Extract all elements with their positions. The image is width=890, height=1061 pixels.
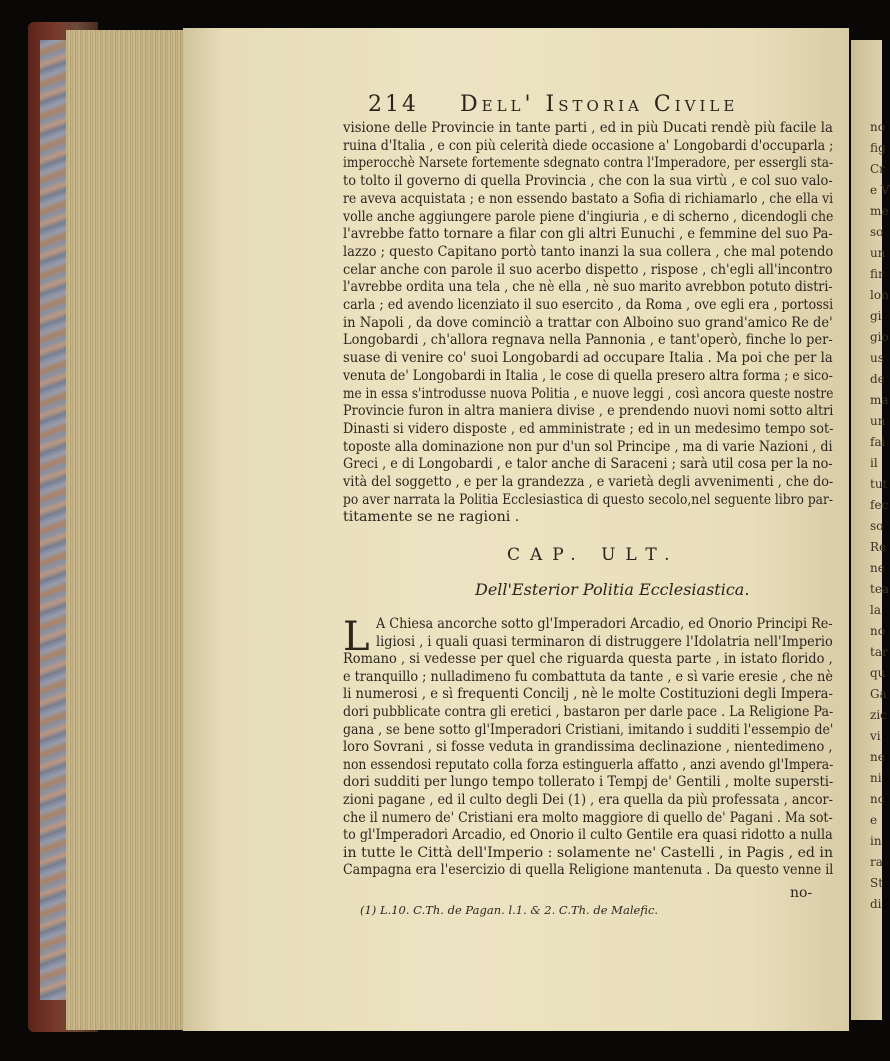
- text-line: Longobardi , ch'allora regnava nella Pannonia , e tant'operò, finche lo per-: [343, 332, 833, 349]
- next-page-fragment: tut: [870, 477, 888, 491]
- next-page-fragment: de: [870, 372, 885, 386]
- text-line: Romano , si vedesse per quel che riguarda questa parte , in istato florido ,: [343, 651, 833, 668]
- next-page-fragment: gi: [870, 309, 882, 323]
- text-line: dori pubblicate contra gli eretici , bastaron per darle pace . La Religione Pa-: [343, 704, 834, 720]
- next-page-fragment: ra: [870, 855, 883, 869]
- next-page-fragment: un: [870, 414, 886, 428]
- next-page-fragment: e V: [870, 183, 890, 197]
- next-page-fragment: no: [870, 624, 885, 638]
- next-page-fragment: e: [870, 813, 878, 827]
- text-line: Greci , e di Longobardi , e talor anche di Saraceni ; sarà util cosa per la no-: [343, 456, 833, 473]
- next-page-fragment: so: [870, 519, 884, 533]
- text-line: venuta de' Longobardi in Italia , le cose di quella presero altra forma ; e sico-: [343, 367, 833, 384]
- next-page-fragment: gio: [870, 330, 889, 344]
- page-edges: [66, 30, 184, 1030]
- text-line: in tutte le Città dell'Imperio : solamente ne' Castelli , in Pagis , ed in: [343, 844, 834, 861]
- text-line: li numerosi , e sì frequenti Concilj , nè le molte Costituzioni degli Impera-: [343, 686, 833, 703]
- text-line: celar anche con parole il suo acerbo dispetto , rispose , ch'egli all'incontro: [343, 261, 833, 278]
- text-line: dori sudditi per lungo tempo tollerato i Tempj de' Gentili , molte supersti-: [343, 774, 834, 791]
- next-page-fragment: ni: [870, 771, 882, 785]
- chapter-subtitle: Dell'Esterior Politia Ecclesiastica.: [475, 580, 750, 599]
- drop-cap: L: [343, 614, 370, 660]
- text-line: loro Sovrani , si fosse veduta in grandissima declinazione , nientedimeno ,: [343, 739, 833, 756]
- next-page-fragment: zic: [870, 708, 887, 722]
- text-line: Provincie furon in altra maniera divise , e prendendo nuovi nomi sotto altri: [343, 403, 834, 420]
- text-line: po aver narrata la Politia Ecclesiastica di questo secolo,nel seguente libro par-: [343, 491, 834, 508]
- text-line: to tolto il governo di quella Provincia , che con la sua virtù , e col suo valo-: [343, 173, 833, 190]
- text-line: l'avrebbe fatto tornare a filar con gli altri Eunuchi , e femmine del suo Pa-: [343, 226, 833, 243]
- next-page-fragment: fec: [870, 498, 889, 512]
- text-line: Dinasti si videro disposte , ed amministrate ; ed in un medesimo tempo sot-: [343, 420, 834, 437]
- text-line: re aveva acquistata ; e non essendo bastato a Sofia di richiamarlo , che ella vi: [343, 190, 834, 207]
- next-page-fragment: nc: [870, 792, 885, 806]
- text-line: titamente se ne ragioni .: [343, 509, 520, 526]
- catchword: no-: [790, 885, 813, 901]
- text-line: A Chiesa ancorche sotto gl'Imperadori Arcadio, ed Onorio Principi Re-: [376, 616, 833, 632]
- text-line: vità del soggetto , e per la grandezza , e varietà degli avvenimenti , che do-: [343, 474, 834, 490]
- next-page-fragment: il: [870, 456, 878, 470]
- text-line: me in essa s'introdusse nuova Politia , e nuove leggi , così ancora queste nostre: [343, 385, 834, 402]
- text-line: gana , se bene sotto gl'Imperadori Cristiani, imitando i sudditi l'essempio de': [343, 721, 834, 738]
- page-number: 214: [368, 92, 419, 117]
- next-page-fragment: la: [870, 603, 881, 617]
- next-page-fragment: ma: [870, 393, 889, 407]
- next-page-fragment: tea: [870, 582, 890, 596]
- footnote: (1) L.10. C.Th. de Pagan. l.1. & 2. C.Th. de Malefic.: [360, 903, 659, 917]
- next-page-fragment: Ga: [870, 687, 887, 701]
- next-page-fragment: Cr: [870, 162, 885, 176]
- text-line: imperocchè Narsete fortemente sdegnato contra l'Imperadore, per essergli sta-: [343, 155, 834, 172]
- next-page-fragment: tar: [870, 645, 888, 659]
- next-page-fragment: fir: [870, 267, 884, 281]
- next-page-fragment: di: [870, 897, 882, 911]
- text-line: zioni pagane , ed il culto degli Dei (1) , era quella da più professata , ancor-: [343, 792, 833, 808]
- next-page-fragment: vi: [870, 729, 881, 743]
- next-page-fragment: fai: [870, 435, 886, 449]
- next-page-fragment: qu: [870, 666, 886, 680]
- text-line: Campagna era l'esercizio di quella Religione mantenuta . Da questo venne il: [343, 862, 834, 879]
- next-page-fragment: St: [870, 876, 884, 890]
- next-page-fragment: un: [870, 246, 886, 260]
- next-page-fragment: ne: [870, 750, 885, 764]
- text-line: ligiosi , i quali quasi terminaron di distruggere l'Idolatria nell'Imperio: [376, 633, 833, 650]
- text-line: lazzo ; questo Capitano portò tanto inanzi la sua collera , che mal potendo: [343, 243, 834, 260]
- next-page-fragment: ne: [870, 561, 885, 575]
- text-line: e tranquillo ; nulladimeno fu combattuta da tante , e sì varie eresie , che nè: [343, 668, 833, 685]
- text-line: visione delle Provincie in tante parti , ed in più Ducati rendè più facile la: [343, 120, 833, 136]
- text-line: volle anche aggiungere parole piene d'ingiuria , e di scherno , dicendogli che: [343, 208, 834, 225]
- next-page-fragment: lon: [870, 288, 889, 302]
- next-page-fragment: no: [870, 120, 885, 134]
- next-page-edge: [851, 40, 890, 1020]
- chapter-heading: CAP. ULT.: [507, 545, 680, 565]
- text-line: non essendosi reputato colla forza estinguerla affatto , anzi avendo gl'Impera-: [343, 756, 834, 773]
- next-page-fragment: Re: [870, 540, 887, 554]
- next-page-fragment: so: [870, 225, 884, 239]
- text-line: to gl'Imperadori Arcadio, ed Onorio il culto Gentile era quasi ridotto a nulla: [343, 827, 833, 844]
- text-line: in Napoli , da dove cominciò a trattar con Alboino suo grand'amico Re de': [343, 314, 833, 331]
- text-line: carla ; ed avendo licenziato il suo esercito , da Roma , ove egli era , portossi: [343, 297, 834, 313]
- text-line: ruina d'Italia , e con più celerità diede occasione a' Longobardi d'occuparla ;: [343, 137, 834, 154]
- text-line: toposte alla dominazione non pur d'un sol Principe , ma di varie Nazioni , di: [343, 438, 833, 455]
- next-page-fragment: us: [870, 351, 884, 365]
- next-page-fragment: me: [870, 204, 889, 218]
- running-head-title: Dell' Istoria Civile: [460, 92, 739, 117]
- text-line: suase di venire co' suoi Longobardi ad occupare Italia . Ma poi che per la: [343, 350, 833, 367]
- next-page-fragment: fig: [870, 141, 886, 155]
- text-line: che il numero de' Cristiani era molto maggiore di quello de' Pagani . Ma sot-: [343, 809, 833, 826]
- next-page-fragment: in: [870, 834, 882, 848]
- text-line: l'avrebbe ordita una tela , che nè ella , nè suo marito avrebbon potuto distri-: [343, 279, 833, 296]
